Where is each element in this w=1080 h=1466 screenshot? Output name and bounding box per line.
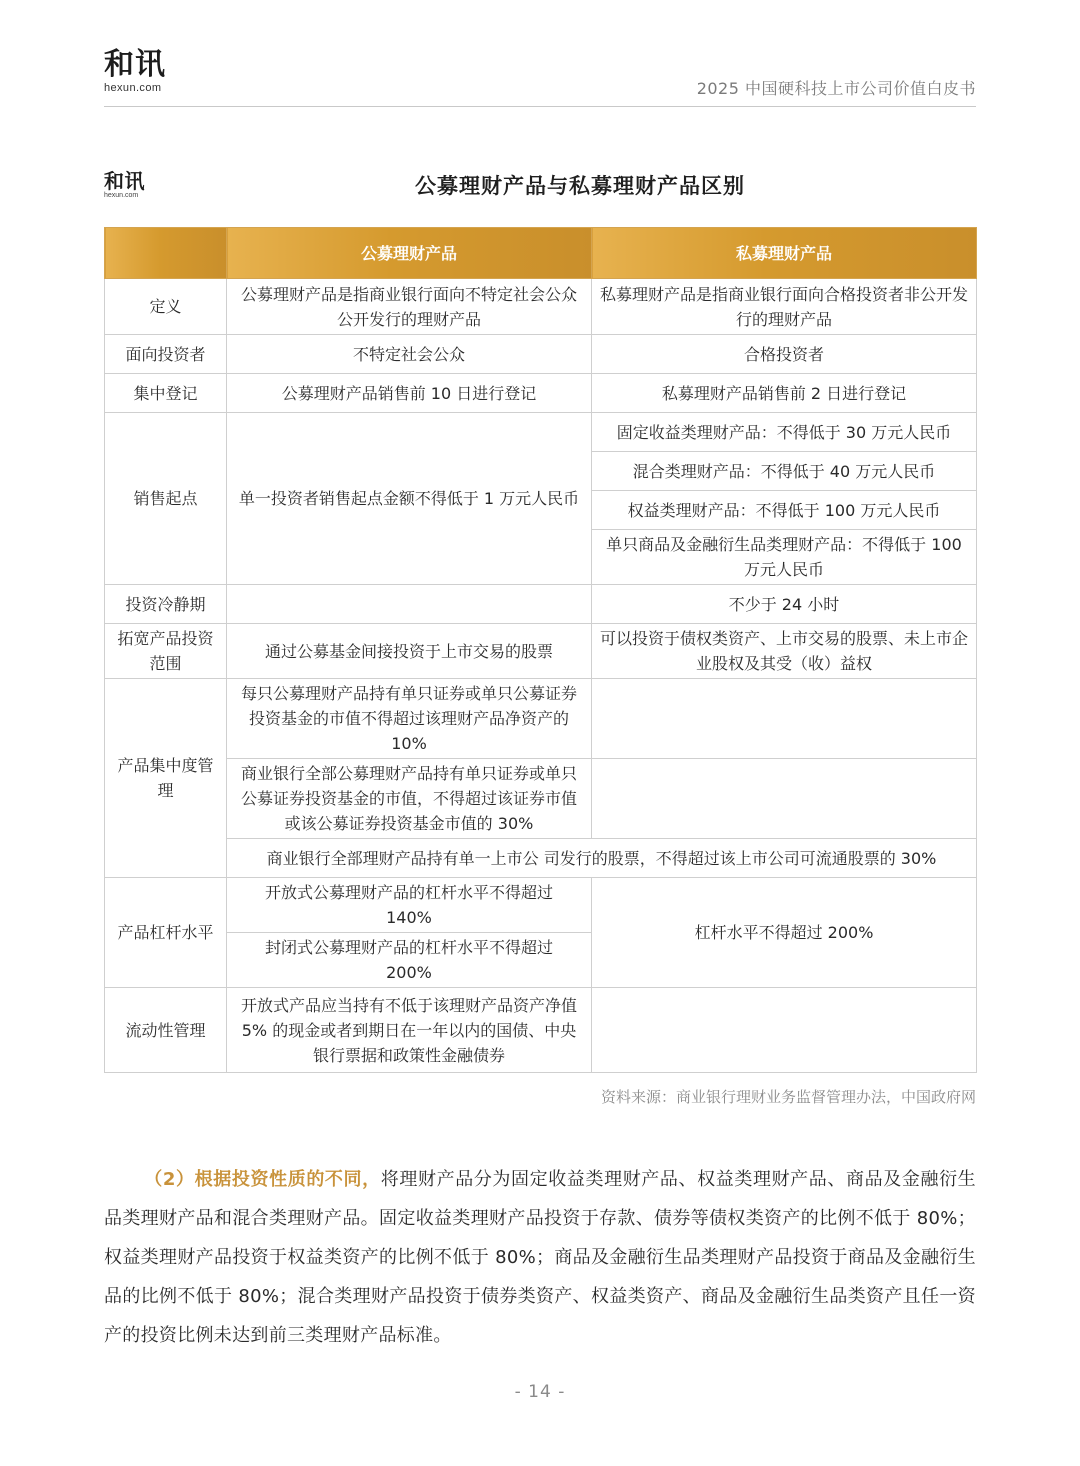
table-header-row [105, 228, 977, 279]
paragraph-lead: （2）根据投资性质的不同， [144, 1169, 381, 1190]
logo-domain: hexun.com [104, 82, 162, 94]
document-title: 2025 中国硬科技上市公司价值白皮书 [696, 79, 976, 98]
row-label-concentration: 产品集中度管理 [105, 679, 227, 878]
table-title: 公募理财产品与私募理财产品区别 [415, 174, 745, 198]
table-row [105, 878, 977, 933]
cell-public-definition: 公募理财产品是指商业银行面向不特定社会公众公开发行的理财产品 [227, 279, 592, 335]
cell-private-registration: 私募理财产品销售前 2 日进行登记 [592, 374, 977, 413]
table-row [105, 759, 977, 839]
cell-public-investors: 不特定社会公众 [227, 335, 592, 374]
cell-private-scope: 可以投资于债权类资产、上市交易的股票、未上市企业股权及其受（收）益权 [592, 624, 977, 679]
cell-public-threshold: 单一投资者销售起点金额不得低于 1 万元人民币 [227, 413, 592, 585]
header-private: 私募理财产品 [592, 228, 977, 279]
row-label-definition: 定义 [105, 279, 227, 335]
body-paragraph [104, 1160, 976, 1355]
cell-private-threshold-equity: 权益类理财产品：不得低于 100 万元人民币 [592, 491, 977, 530]
cell-private-threshold-fixed: 固定收益类理财产品：不得低于 30 万元人民币 [592, 413, 977, 452]
row-label-cooling: 投资冷静期 [105, 585, 227, 624]
table-row [105, 988, 977, 1073]
cell-private-leverage: 杠杆水平不得超过 200% [592, 878, 977, 988]
cell-shared-concentration: 商业银行全部理财产品持有单一上市公 司发行的股票，不得超过该上市公司可流通股票的 30% [227, 839, 977, 878]
paragraph-body: 将理财产品分为固定收益类理财产品、权益类理财产品、商品及金融衍生品类理财产品和混合类理财产品。固定收益类理财产品投资于存款、债券等债权类资产的比例不低于 80%；权益类理财产品投资于权益类资产的比例不低于 80%；商品及金融衍生品类理财产品投资于商品及金融衍生品的比例不低于 80%；混合类理财产品投资于债券类资产、权益类资产、商品及金融衍生品类资产且任一资产的投资比例未达到前三类理财产品标准。 [104, 1169, 976, 1346]
table-row [105, 279, 977, 335]
cell-public-cooling [227, 585, 592, 624]
cell-public-leverage-open: 开放式公募理财产品的杠杆水平不得超过 140% [227, 878, 592, 933]
row-label-threshold: 销售起点 [105, 413, 227, 585]
cell-private-cooling: 不少于 24 小时 [592, 585, 977, 624]
cell-private-definition: 私募理财产品是指商业银行面向合格投资者非公开发行的理财产品 [592, 279, 977, 335]
row-label-scope: 拓宽产品投资范围 [105, 624, 227, 679]
cell-private-investors: 合格投资者 [592, 335, 977, 374]
cell-public-liquidity: 开放式产品应当持有不低于该理财产品资产净值 5% 的现金或者到期日在一年以内的国债、中央银行票据和政策性金融债券 [227, 988, 592, 1073]
row-label-liquidity: 流动性管理 [105, 988, 227, 1073]
page-number: - 14 - [514, 1382, 566, 1402]
table-logo-domain: hexun.com [104, 192, 139, 199]
table-row [105, 413, 977, 452]
table-row [105, 335, 977, 374]
row-label-registration: 集中登记 [105, 374, 227, 413]
header-public: 公募理财产品 [227, 228, 592, 279]
table-row [105, 585, 977, 624]
cell-public-scope: 通过公募基金间接投资于上市交易的股票 [227, 624, 592, 679]
comparison-table [104, 227, 977, 1073]
table-row [105, 679, 977, 759]
table-row [105, 839, 977, 878]
cell-public-concentration-2: 商业银行全部公募理财产品持有单只证券或单只公募证券投资基金的市值，不得超过该证券市值或该公募证券投资基金市值的 30% [227, 759, 592, 839]
cell-private-liquidity [592, 988, 977, 1073]
hexun-logo [104, 48, 184, 98]
logo-mark: 和讯 [104, 47, 166, 82]
header-divider [104, 106, 976, 107]
table-logo-mark: 和讯 [104, 169, 145, 193]
cell-public-concentration-1: 每只公募理财产品持有单只证券或单只公募证券投资基金的市值不得超过该理财产品净资产的 10% [227, 679, 592, 759]
cell-public-leverage-closed: 封闭式公募理财产品的杠杆水平不得超过 200% [227, 933, 592, 988]
cell-private-threshold-mixed: 混合类理财产品：不得低于 40 万元人民币 [592, 452, 977, 491]
table-row [105, 624, 977, 679]
row-label-leverage: 产品杠杆水平 [105, 878, 227, 988]
table-row [105, 374, 977, 413]
cell-public-registration: 公募理财产品销售前 10 日进行登记 [227, 374, 592, 413]
cell-private-threshold-derivatives: 单只商品及金融衍生品类理财产品：不得低于 100 万元人民币 [592, 530, 977, 585]
cell-private-concentration-1 [592, 679, 977, 759]
header-corner [105, 228, 227, 279]
table-logo [104, 170, 145, 200]
row-label-investors: 面向投资者 [105, 335, 227, 374]
cell-private-concentration-2 [592, 759, 977, 839]
source-note: 资料来源：商业银行理财业务监督管理办法，中国政府网 [600, 1088, 976, 1106]
